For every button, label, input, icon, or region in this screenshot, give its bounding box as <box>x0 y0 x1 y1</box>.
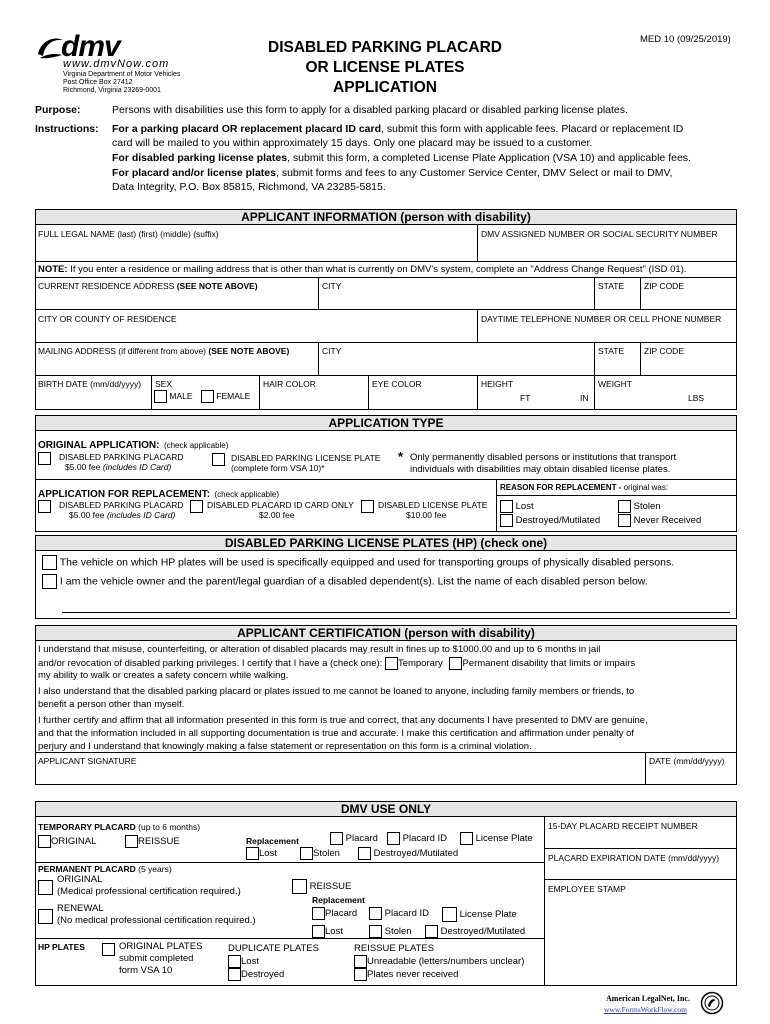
permanent-checkbox[interactable] <box>449 657 462 670</box>
mailing-city-label: CITY <box>322 346 342 356</box>
hp-option-1: The vehicle on which HP plates will be used is specifically equipped and used for transporting groups of physically disabled persons. <box>42 555 674 570</box>
original-plate-checkbox[interactable] <box>212 453 225 466</box>
mailing-state-field[interactable] <box>595 357 639 374</box>
perm-renewal-checkbox[interactable] <box>38 909 53 924</box>
applicant-heading: APPLICANT INFORMATION (person with disability) <box>35 209 737 225</box>
instruction-1-text: , submit this form with applicable fees. Placard or replacement ID <box>381 123 684 135</box>
expiration-date-label: PLACARD EXPIRATION DATE (mm/dd/yyyy) <box>548 853 720 863</box>
perm-placard-id-option: Placard ID <box>369 907 429 920</box>
female-label: FEMALE <box>216 390 251 401</box>
temp-placard-id-option: Placard ID <box>387 832 447 845</box>
perm-reissue-checkbox[interactable] <box>292 879 307 894</box>
original-placard-checkbox[interactable] <box>38 452 51 465</box>
agency-line-1: Virginia Department of Motor Vehicles <box>63 71 181 78</box>
birth-date-field[interactable] <box>36 389 150 409</box>
state-label: STATE <box>598 281 625 291</box>
instruction-3-bold: For placard and/or license plates <box>112 167 276 179</box>
temp-placard-label: TEMPORARY PLACARD (up to 6 months) <box>38 822 201 832</box>
perm-stolen-checkbox[interactable] <box>369 925 382 938</box>
height-ft-unit: FT <box>520 393 531 403</box>
perm-destroyed-checkbox[interactable] <box>425 925 438 938</box>
mailing-field[interactable] <box>36 357 317 374</box>
duplicate-destroyed-checkbox[interactable] <box>228 968 241 981</box>
mailing-zip-label: ZIP CODE <box>644 346 684 356</box>
dependent-names-line[interactable] <box>62 612 730 613</box>
plate-eligibility-note-2: individuals with disabilities may obtain disabled license plates. <box>410 464 671 475</box>
full-name-label: FULL LEGAL NAME (last) (first) (middle) (suffix) <box>38 229 219 239</box>
temp-reissue-option: REISSUE <box>125 835 180 848</box>
receipt-number-field[interactable] <box>545 831 736 848</box>
city-label: CITY <box>322 281 342 291</box>
height-label: HEIGHT <box>481 379 514 389</box>
stolen-checkbox[interactable] <box>618 500 631 513</box>
dmv-brand: dmv <box>61 30 120 63</box>
mailing-state-label: STATE <box>598 346 625 356</box>
original-plate-label: DISABLED PARKING LICENSE PLATE <box>231 453 381 463</box>
perm-original-option: ORIGINAL (Medical professional certification required.) <box>38 874 241 898</box>
form-title <box>235 38 535 98</box>
temp-placard-id-checkbox[interactable] <box>387 832 400 845</box>
hair-color-label: HAIR COLOR <box>263 379 316 389</box>
reason-destroyed: Destroyed/Mutilated <box>500 514 600 527</box>
agency-line-3: Richmond, Virginia 23269-0001 <box>63 87 161 94</box>
cert-p2-line-1: I also understand that the disabled parking placard or plates issued to me cannot be loaned to anyone, including family members or friends, to <box>38 686 635 697</box>
signature-date-field[interactable] <box>646 766 736 784</box>
signature-field[interactable] <box>36 766 644 784</box>
expiration-date-field[interactable] <box>545 863 736 878</box>
instruction-2-text: , submit this form, a completed License Plate Application (VSA 10) and applicable fees. <box>287 152 691 164</box>
zip-label: ZIP CODE <box>644 281 684 291</box>
hp-option-2: I am the vehicle owner and the parent/legal guardian of a disabled dependent(s). List the name of each disabled person below. <box>42 574 648 589</box>
cert-p3-line-2: and that the information included in all supporting documentation is true and accurate. I make this certification and affirmation under penalty of <box>38 728 635 739</box>
reason-stolen: Stolen <box>618 500 661 513</box>
perm-placard-checkbox[interactable] <box>312 907 325 920</box>
instructions-label: Instructions: <box>35 123 99 135</box>
city-field[interactable] <box>319 291 593 308</box>
replacement-plate-option: DISABLED LICENSE PLATE $10.00 fee <box>361 500 487 520</box>
hp-original-plates-option: ORIGINAL PLATES submit completed form VSA 10 <box>102 941 202 977</box>
dmv-use-heading: DMV USE ONLY <box>35 801 737 817</box>
instruction-1-line-2: card will be mailed to you within approximately 15 days. Only one placard may be issued to a customer. <box>112 137 593 149</box>
county-label: CITY OR COUNTY OF RESIDENCE <box>38 314 177 324</box>
unreadable-checkbox[interactable] <box>354 955 367 968</box>
mailing-label: MAILING ADDRESS (if different from above) (SEE NOTE ABOVE) <box>38 346 290 356</box>
temp-reissue-checkbox[interactable] <box>125 835 138 848</box>
perm-replacement-label: Replacement <box>312 895 365 905</box>
cert-p3-line-1: I further certify and affirm that all information presented in this form is true and correct, that any documents I have presented to DMV are genuine, <box>38 715 648 726</box>
temp-destroyed-checkbox[interactable] <box>358 847 371 860</box>
perm-license-plate-option: License Plate <box>442 907 517 922</box>
cert-p1-line-4: my ability to walk or creates a safety concern while walking. <box>38 670 289 681</box>
title-line-2: OR LICENSE PLATES <box>305 59 465 76</box>
male-label: MALE <box>169 390 193 401</box>
hair-color-field[interactable] <box>260 389 367 409</box>
phone-label: DAYTIME TELEPHONE NUMBER OR CELL PHONE NUMBER <box>481 314 722 324</box>
publisher-url: www.FormsWorkFlow.com <box>604 1005 688 1014</box>
phone-field[interactable] <box>478 324 736 341</box>
instruction-2-bold: For disabled parking license plates <box>112 152 288 164</box>
lost-checkbox[interactable] <box>500 500 513 513</box>
cert-p1-line-2: and/or revocation of disabled parking privileges. I certify that I have a (check one): Temporary Permanent disability that limits or impairs <box>38 658 636 670</box>
publisher-emblem-icon <box>700 991 724 1015</box>
signature-date-label: DATE (mm/dd/yyyy) <box>649 756 725 766</box>
form-number: MED 10 (09/25/2019) <box>640 34 731 45</box>
note-text: If you enter a residence or mailing address that is other than what is currently on DMV's system, complete an "Address Change Request" (ISD 01). <box>67 264 687 275</box>
mailing-zip-field[interactable] <box>641 357 736 374</box>
weight-lbs-unit: LBS <box>688 393 705 403</box>
original-placard-option: DISABLED PARKING PLACARD $5.00 fee (includes ID Card) <box>38 452 184 472</box>
residence-field[interactable] <box>36 291 317 308</box>
unreadable-option: Unreadable (letters/numbers unclear) <box>354 955 524 968</box>
original-plate-note: (complete form VSA 10)* <box>231 463 325 473</box>
temp-original-option: ORIGINAL <box>38 835 96 848</box>
county-field[interactable] <box>36 324 476 341</box>
hp-original-plates-checkbox[interactable] <box>102 943 115 956</box>
replacement-id-checkbox[interactable] <box>190 500 203 513</box>
signature-label: APPLICANT SIGNATURE <box>38 756 137 766</box>
instruction-1-bold: For a parking placard OR replacement placard ID card <box>112 123 382 135</box>
publisher-logo <box>600 990 730 1018</box>
instruction-2 <box>112 152 691 164</box>
replacement-label: APPLICATION FOR REPLACEMENT: (check applicable) <box>38 489 279 500</box>
plates-never-received-checkbox[interactable] <box>354 968 367 981</box>
plate-eligibility-note-1: Only permanently disabled persons or institutions that transport <box>410 452 677 463</box>
perm-lost-option: Lost <box>312 925 343 938</box>
note-label: NOTE: <box>38 264 68 275</box>
female-checkbox[interactable] <box>201 390 214 403</box>
birth-date-label: BIRTH DATE (mm/dd/yyyy) <box>38 379 142 389</box>
application-type-heading: APPLICATION TYPE <box>35 415 737 431</box>
hp-option-2-checkbox[interactable] <box>42 574 57 589</box>
instruction-3-line-2: Data Integrity, P.O. Box 85815, Richmond, VA 23285-5815. <box>112 181 386 193</box>
duplicate-plates-label: DUPLICATE PLATES <box>228 943 319 954</box>
perm-placard-option: Placard <box>312 907 357 920</box>
sex-label: SEX <box>155 379 173 389</box>
temp-placard-option: Placard <box>330 832 378 845</box>
temp-placard-checkbox[interactable] <box>330 832 343 845</box>
full-name-field[interactable] <box>36 238 476 260</box>
duplicate-lost-checkbox[interactable] <box>228 955 241 968</box>
hp-plates-label: HP PLATES <box>38 942 85 952</box>
temp-stolen-option: Stolen <box>300 847 340 860</box>
reissue-plates-label: REISSUE PLATES <box>354 943 435 954</box>
perm-destroyed-option: Destroyed/Mutilated <box>425 925 525 938</box>
cert-p2-line-2: benefit a person other than myself. <box>38 699 185 710</box>
sex-options <box>154 390 250 403</box>
temp-stolen-checkbox[interactable] <box>300 847 313 860</box>
purpose-text: Persons with disabilities use this form to apply for a disabled parking placard or disabled parking license plates. <box>112 104 628 116</box>
duplicate-lost-option: Lost <box>228 955 259 968</box>
temporary-checkbox[interactable] <box>385 657 398 670</box>
mailing-city-field[interactable] <box>319 357 593 374</box>
perm-renewal-option: RENEWAL (No medical professional certification required.) <box>38 903 256 927</box>
temp-license-plate-checkbox[interactable] <box>460 832 473 845</box>
receipt-number-label: 15-DAY PLACARD RECEIPT NUMBER <box>548 821 698 831</box>
replacement-id-option: DISABLED PLACARD ID CARD ONLY $2.00 fee <box>190 500 354 520</box>
temp-lost-option: Lost <box>246 847 277 860</box>
temp-destroyed-option: Destroyed/Mutilated <box>358 847 458 860</box>
weight-field[interactable] <box>595 389 736 409</box>
publisher-name: American LegalNet, Inc. <box>606 994 690 1003</box>
dmv-number-label: DMV ASSIGNED NUMBER OR SOCIAL SECURITY NUMBER <box>481 229 718 239</box>
agency-line-2: Post Office Box 27412 <box>63 79 133 86</box>
height-field[interactable] <box>478 389 593 409</box>
perm-reissue-option: REISSUE <box>292 879 351 894</box>
perm-license-plate-checkbox[interactable] <box>442 907 457 922</box>
perm-placard-label: PERMANENT PLACARD (5 years) <box>38 864 172 874</box>
weight-label: WEIGHT <box>598 379 632 389</box>
title-line-3: APPLICATION <box>333 79 437 96</box>
temp-license-plate-option: License Plate <box>460 832 533 845</box>
state-field[interactable] <box>595 291 639 308</box>
replacement-placard-option: DISABLED PARKING PLACARD $5.00 fee (includes ID Card) <box>38 500 184 520</box>
certification-heading: APPLICANT CERTIFICATION (person with disability) <box>35 625 737 641</box>
perm-original-checkbox[interactable] <box>38 880 53 895</box>
eye-color-field[interactable] <box>369 389 476 409</box>
see-note-label: (SEE NOTE ABOVE) <box>176 281 258 291</box>
eye-color-label: EYE COLOR <box>372 379 422 389</box>
duplicate-destroyed-option: Destroyed <box>228 968 284 981</box>
perm-placard-id-checkbox[interactable] <box>369 907 382 920</box>
zip-field[interactable] <box>641 291 736 308</box>
residence-label: CURRENT RESIDENCE ADDRESS (SEE NOTE ABOVE) <box>38 281 258 291</box>
original-placard-label: DISABLED PARKING PLACARD <box>59 452 184 462</box>
dmv-number-field[interactable] <box>478 238 736 260</box>
dmv-url: www.dmvNow.com <box>63 58 170 70</box>
address-note <box>38 264 687 275</box>
reason-never-received: Never Received <box>618 514 701 527</box>
temp-original-checkbox[interactable] <box>38 835 51 848</box>
instruction-3 <box>112 167 672 179</box>
original-application-label: ORIGINAL APPLICATION: (check applicable) <box>38 440 229 451</box>
cert-p3-line-3: perjury and I understand that knowingly making a false statement or representation on this form is a criminal violation. <box>38 741 532 752</box>
dmv-logo <box>35 30 205 96</box>
never-received-checkbox[interactable] <box>618 514 631 527</box>
replacement-placard-checkbox[interactable] <box>38 500 51 513</box>
perm-stolen-option: Stolen <box>369 925 412 938</box>
reason-lost: Lost <box>500 500 534 513</box>
purpose-label: Purpose: <box>35 104 81 116</box>
height-in-unit: IN <box>580 393 589 403</box>
perm-lost-checkbox[interactable] <box>312 925 325 938</box>
cert-p1-line-1: I understand that misuse, counterfeiting, or alteration of disabled placards may result in fines up to $1000.00 and up to 6 months in jail <box>38 644 601 655</box>
male-checkbox[interactable] <box>154 390 167 403</box>
original-plate-option <box>212 453 380 473</box>
instruction-3-text: , submit forms and fees to any Customer Service Center, DMV Select or mail to DMV, <box>275 167 673 179</box>
hp-option-1-checkbox[interactable] <box>42 555 57 570</box>
title-line-1: DISABLED PARKING PLACARD <box>268 39 502 56</box>
temp-lost-checkbox[interactable] <box>246 847 259 860</box>
never-received-option: Plates never received <box>354 968 458 981</box>
employee-stamp-label: EMPLOYEE STAMP <box>548 884 626 894</box>
reason-label: REASON FOR REPLACEMENT - original was: <box>500 483 669 492</box>
instruction-1 <box>112 123 683 135</box>
destroyed-checkbox[interactable] <box>500 514 513 527</box>
hp-heading: DISABLED PARKING LICENSE PLATES (HP) (check one) <box>35 535 737 551</box>
replacement-plate-checkbox[interactable] <box>361 500 374 513</box>
temp-replacement-label: Replacement <box>246 836 299 846</box>
